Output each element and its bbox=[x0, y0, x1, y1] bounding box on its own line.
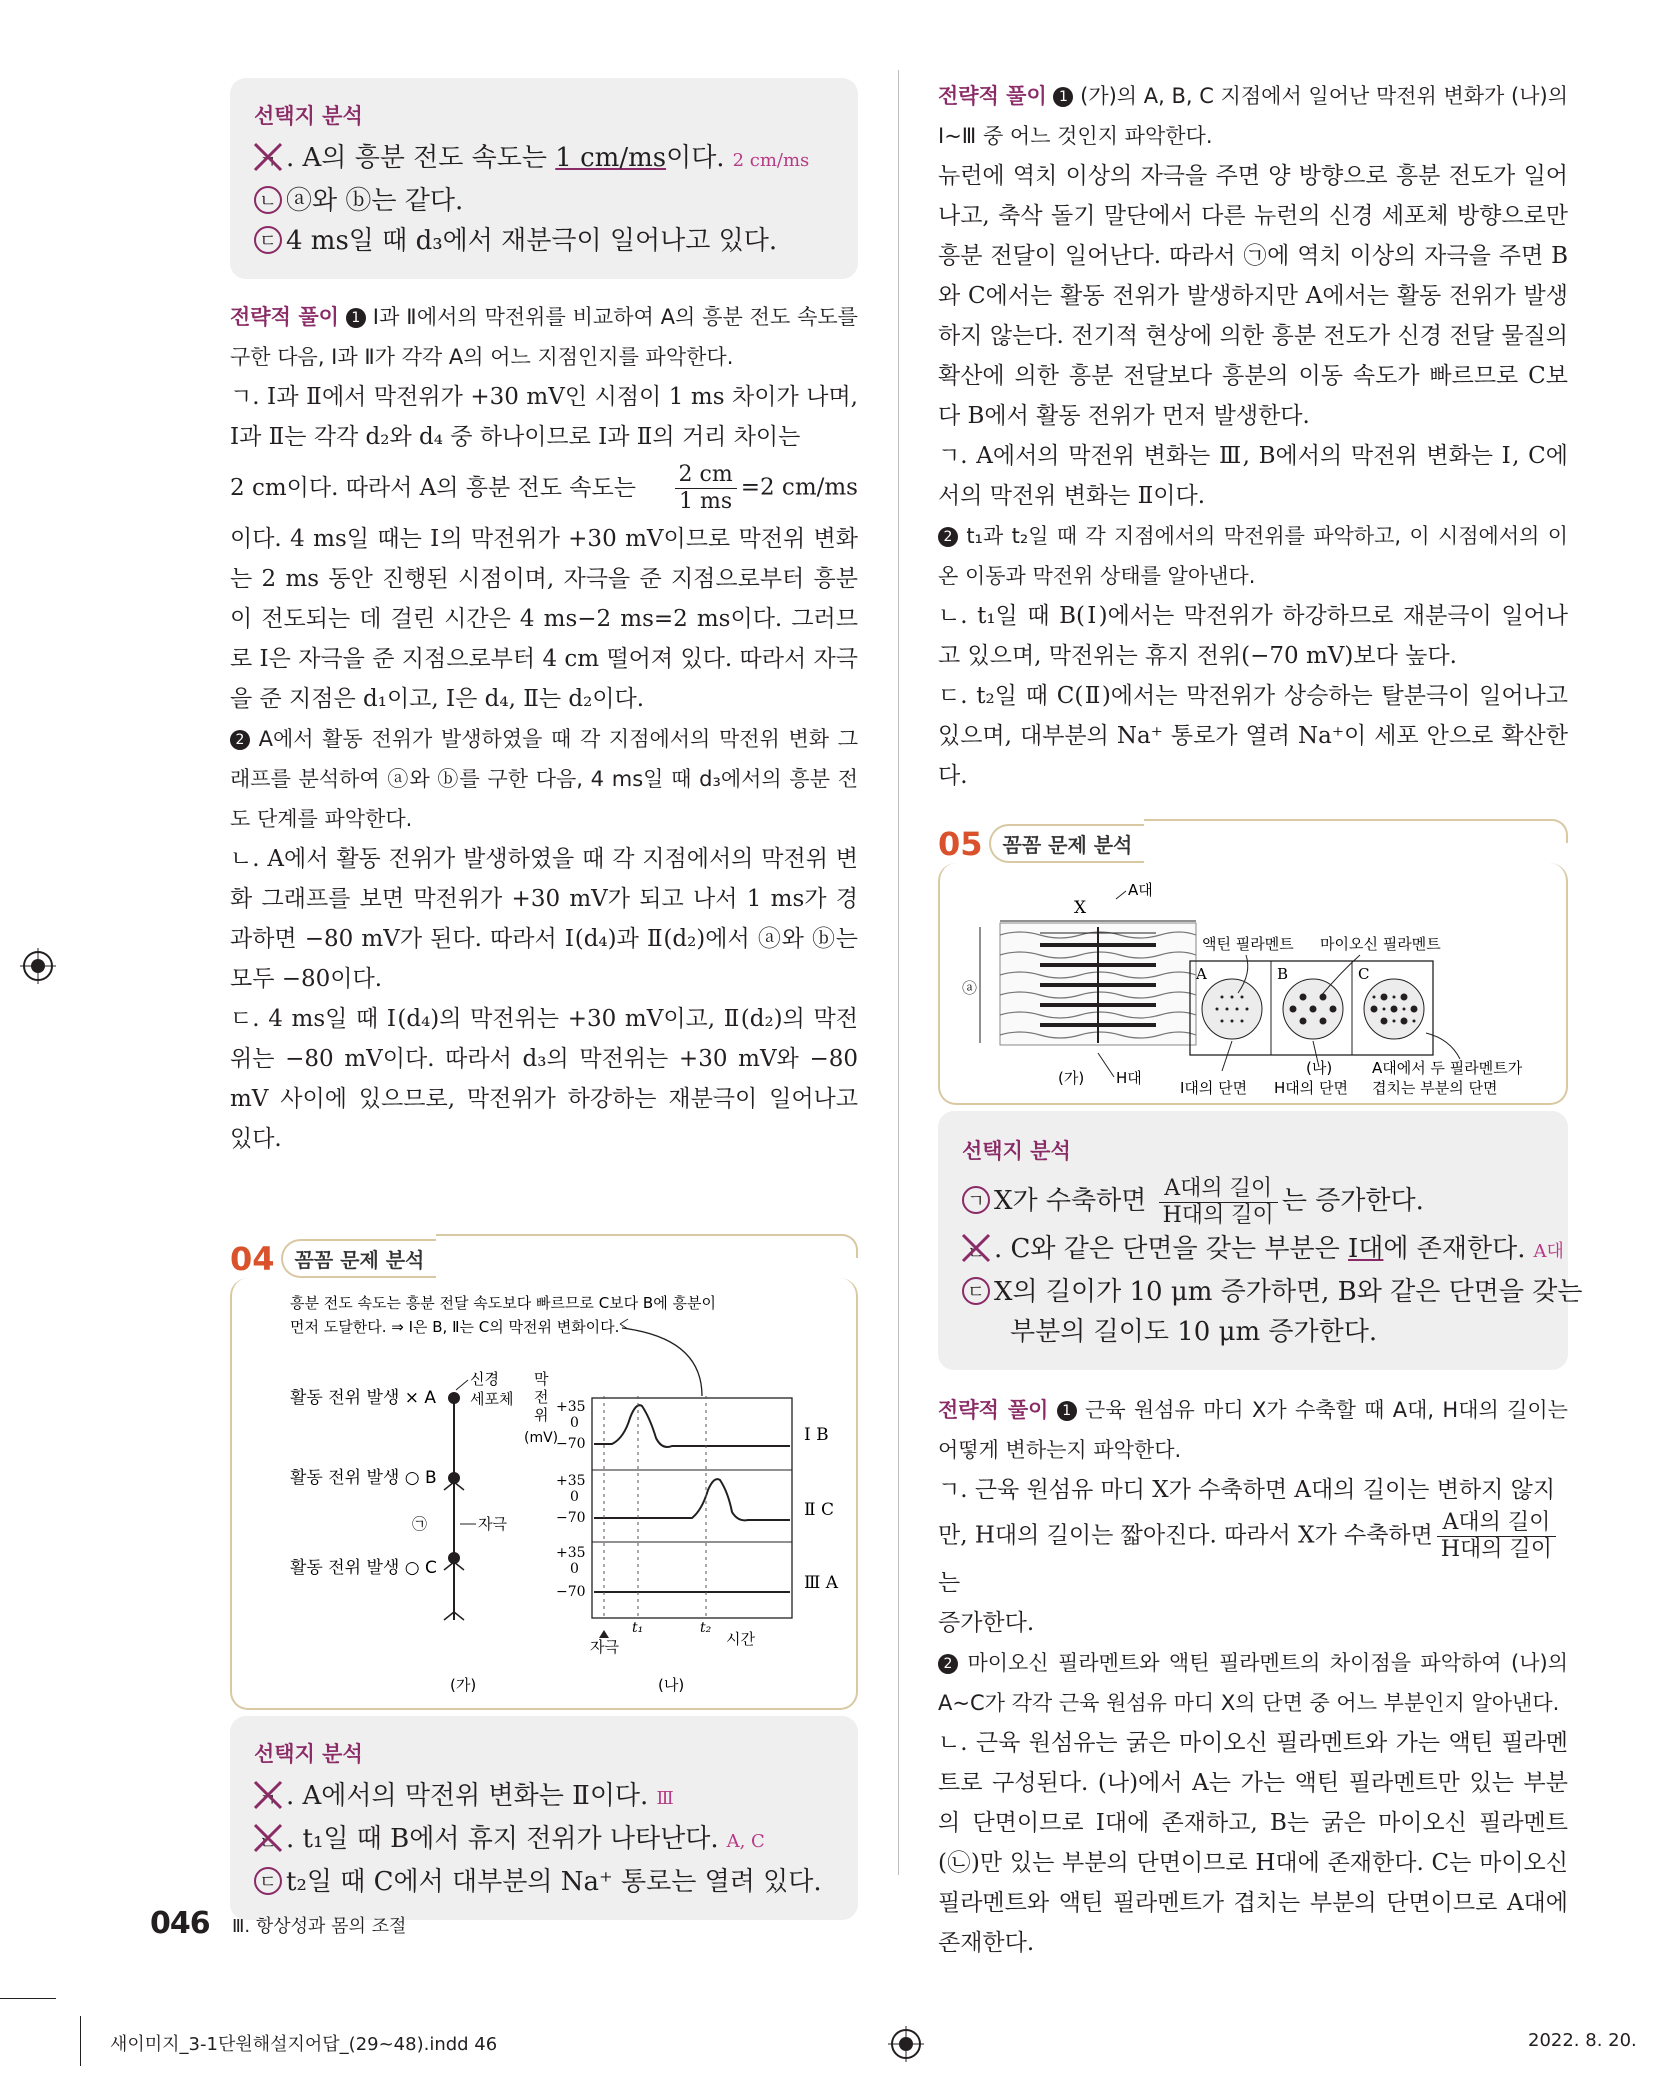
correction-note: A, C bbox=[726, 1831, 765, 1852]
svg-text:B: B bbox=[1277, 965, 1289, 983]
sarcomere-figure bbox=[940, 863, 1568, 1103]
svg-text:C: C bbox=[1358, 965, 1370, 983]
svg-text:H대: H대 bbox=[1116, 1069, 1142, 1087]
correction-note: Ⅲ bbox=[656, 1788, 674, 1809]
correction-note: A대 bbox=[1533, 1241, 1564, 1262]
choice-item-3: ㄷ 4 ms일 때 d₃에서 재분극이 일어나고 있다. bbox=[254, 221, 832, 261]
svg-text:+35: +35 bbox=[556, 1473, 586, 1489]
chapter-title: Ⅲ. 항상성과 몸의 조절 bbox=[232, 1916, 407, 1937]
figure-04 bbox=[230, 1278, 858, 1710]
svg-text:A대에서 두 필라멘트가: A대에서 두 필라멘트가 bbox=[1372, 1059, 1523, 1077]
svg-text:자극: 자극 bbox=[590, 1638, 619, 1656]
choice-analysis-title: 선택지 분석 bbox=[254, 1742, 363, 1766]
svg-text:−70: −70 bbox=[556, 1510, 586, 1526]
choice-item-1: ㄱ . A에서의 막전위 변화는 Ⅱ이다. Ⅲ bbox=[254, 1776, 832, 1819]
choice-analysis-box-04 bbox=[230, 1716, 858, 1920]
neuron-graph-figure bbox=[232, 1278, 858, 1708]
choice-item-1: ㄱ X가 수축하면 $\frac{\text{A대의 길이}}{\text{H대의 길이}}$ 는 증가한다. bbox=[962, 1173, 1542, 1229]
right-column bbox=[938, 76, 1583, 1963]
correct-mark-icon: ㄷ bbox=[254, 226, 282, 254]
svg-text:A: A bbox=[1196, 965, 1207, 983]
speed-fraction: $\frac{2 cm}{1 ms}$ bbox=[675, 462, 737, 515]
choice-item-2: ㄴ . t₁일 때 B에서 휴지 전위가 나타난다. A, C bbox=[254, 1819, 832, 1862]
choice-item-2: ㄴ ⓐ와 ⓑ는 같다. bbox=[254, 181, 832, 221]
correct-mark-icon: ㄴ bbox=[254, 186, 282, 214]
figure-05 bbox=[938, 863, 1568, 1105]
svg-text:자극: 자극 bbox=[478, 1515, 507, 1533]
section-number: 05 bbox=[938, 824, 983, 863]
wrong-mark-icon: ㄴ bbox=[962, 1234, 990, 1262]
svg-text:H대의 단면: H대의 단면 bbox=[1274, 1079, 1349, 1097]
svg-text:먼저 도달한다. ⇒ Ⅰ은 B, Ⅱ는 C의 막전위 변화이: 먼저 도달한다. ⇒ Ⅰ은 B, Ⅱ는 C의 막전위 변화이다. bbox=[290, 1318, 620, 1336]
svg-text:(나): (나) bbox=[658, 1676, 685, 1694]
choice-item-3: ㄷ t₂일 때 C에서 대부분의 Na⁺ 통로는 열려 있다. bbox=[254, 1862, 832, 1902]
wrong-mark-icon: ㄴ bbox=[254, 1824, 282, 1852]
correct-mark-icon: ㄱ bbox=[962, 1186, 990, 1214]
svg-text:0: 0 bbox=[570, 1561, 579, 1577]
choice-item-3: ㄷ X의 길이가 10 μm 증가하면, B와 같은 단면을 갖는 bbox=[962, 1272, 1542, 1312]
svg-text:액틴 필라멘트: 액틴 필라멘트 bbox=[1202, 935, 1294, 953]
svg-text:(가): (가) bbox=[1058, 1069, 1085, 1087]
section-number: 04 bbox=[230, 1239, 275, 1278]
svg-text:시간: 시간 bbox=[726, 1630, 755, 1648]
section-05 bbox=[938, 824, 1568, 1105]
svg-text:I대의 단면: I대의 단면 bbox=[1180, 1079, 1248, 1097]
correct-mark-icon: ㄷ bbox=[962, 1277, 990, 1305]
svg-text:−70: −70 bbox=[556, 1584, 586, 1600]
section-label: 꼼꼼 문제 분석 bbox=[281, 1239, 437, 1278]
crop-mark bbox=[80, 2016, 81, 2066]
choice-analysis-title: 선택지 분석 bbox=[254, 104, 363, 128]
svg-text:신경: 신경 bbox=[470, 1370, 499, 1388]
svg-text:X: X bbox=[1074, 898, 1087, 918]
left-column bbox=[230, 78, 858, 1920]
print-date: 2022. 8. 20. bbox=[1528, 2030, 1637, 2051]
svg-text:Ⅲ A: Ⅲ A bbox=[804, 1573, 839, 1593]
svg-text:+35: +35 bbox=[556, 1399, 586, 1415]
svg-text:+35: +35 bbox=[556, 1545, 586, 1561]
svg-text:활동 전위 발생 × A: 활동 전위 발생 × A bbox=[290, 1388, 437, 1408]
choice-analysis-box-05 bbox=[938, 1111, 1583, 1370]
svg-text:전: 전 bbox=[534, 1388, 549, 1406]
svg-text:ⓐ: ⓐ bbox=[962, 979, 978, 997]
svg-text:흥분 전도 속도는 흥분 전달 속도보다 빠르므로 C보다: 흥분 전도 속도는 흥분 전달 속도보다 빠르므로 C보다 B에 흥분이 bbox=[290, 1294, 716, 1312]
svg-text:활동 전위 발생 ○ B: 활동 전위 발생 ○ B bbox=[290, 1468, 437, 1488]
solution-05: 전략적 풀이 1 근육 원섬유 마디 X가 수축할 때 A대, H대의 길이는 어떻게 변하는지 파악한다. ㄱ. 근육 원섬유 마디 X가 수축하면 A대의 길이는 변하지 않지만, H대의 길이는 짧아진다. 따라서 X가 수축하면 $\frac{\text{A대의 길이}}{\text{H대의 길이}}$ 는 증가한다. 2 마이오신 필라멘트와 액틴 필라멘트의 차이점을 파악하여 (나)의 A~C가 각각 근육 원섬유 마디 X의 단면 중 어느 부분인지 알아낸다. ㄴ. 근육 원섬유는 굵은 마이오신 필라멘트와 가는 액틴 필라멘트로 구성된다. (나)에서 A는 가는 액틴 필라멘트만 있는 부분의 단면이므로 I대에 존재하고, B는 굵은 마이오신 필라멘트(㉡)만 있는 부분의 단면이므로 H대에 존재한다. C는 마이오신 필라멘트와 액틴 필라멘트가 겹치는 부분의 단면이므로 A대에 존재한다. bbox=[938, 1398, 1568, 1956]
solution-04: 전략적 풀이 1 (가)의 A, B, C 지점에서 일어난 막전위 변화가 (나)의 Ⅰ~Ⅲ 중 어느 것인지 파악한다. 뉴런에 역치 이상의 자극을 주면 양 방향으로 흥분 전도가 일어나고, 축삭 돌기 말단에서 다른 뉴런의 신경 세포체 방향으로만 흥분 전달이 일어난다. 따라서 ㉠에 역치 이상의 자극을 주면 B와 C에서는 활동 전위가 발생하지만 A에서는 활동 전위가 발생하지 않는다. 전기적 현상에 의한 흥분 전도가 신경 전달 물질의 확산에 의한 흥분 전달보다 흥분의 이동 속도가 빠르므로 C보다 B에서 활동 전위가 먼저 발생한다. ㄱ. A에서의 막전위 변화는 Ⅲ, B에서의 막전위 변화는 Ⅰ, C에서의 막전위 변화는 Ⅱ이다. 2 t₁과 t₂일 때 각 지점에서의 막전위를 파악하고, 이 시점에서의 이온 이동과 막전위 상태를 알아낸다. ㄴ. t₁일 때 B(Ⅰ)에서는 막전위가 하강하므로 재분극이 일어나고 있으며, 막전위는 휴지 전위(−70 mV)보다 높다. ㄷ. t₂일 때 C(Ⅱ)에서는 막전위가 상승하는 탈분극이 일어나고 있으며, 대부분의 Na⁺ 통로가 열려 Na⁺이 세포 안으로 확산한다. bbox=[938, 84, 1568, 789]
section-label: 꼼꼼 문제 분석 bbox=[989, 824, 1145, 863]
svg-text:t₂: t₂ bbox=[700, 1620, 712, 1636]
svg-text:㉠: ㉠ bbox=[412, 1515, 428, 1533]
choice-item-1: ㄱ . A의 흥분 전도 속도는 1 cm/ms이다. 2 cm/ms bbox=[254, 138, 832, 181]
svg-text:(나): (나) bbox=[1306, 1059, 1333, 1077]
svg-text:t₁: t₁ bbox=[632, 1620, 644, 1636]
wrong-mark-icon: ㄱ bbox=[254, 1781, 282, 1809]
svg-text:겹치는 부분의 단면: 겹치는 부분의 단면 bbox=[1372, 1079, 1498, 1097]
page-number: 046 bbox=[150, 1906, 210, 1941]
choice-item-3-cont: 부분의 길이도 10 μm 증가한다. bbox=[1010, 1317, 1378, 1347]
svg-text:세포체: 세포체 bbox=[470, 1390, 514, 1408]
band-ratio-fraction: $\frac{\text{A대의 길이}}{\text{H대의 길이}}$ bbox=[1159, 1176, 1278, 1229]
svg-text:0: 0 bbox=[570, 1489, 579, 1505]
choice-analysis-title: 선택지 분석 bbox=[962, 1139, 1071, 1163]
svg-text:0: 0 bbox=[570, 1415, 579, 1431]
correct-mark-icon: ㄷ bbox=[254, 1867, 282, 1895]
crop-mark bbox=[0, 1998, 56, 1999]
svg-text:Ⅰ B: Ⅰ B bbox=[804, 1425, 829, 1445]
correction-note: 2 cm/ms bbox=[732, 150, 810, 171]
choice-item-2: ㄴ . C와 같은 단면을 갖는 부분은 I대에 존재한다. A대 bbox=[962, 1229, 1542, 1272]
choice-analysis-box-03 bbox=[230, 78, 858, 279]
band-ratio-fraction: $\frac{\text{A대의 길이}}{\text{H대의 길이}}$ bbox=[1437, 1510, 1556, 1563]
svg-text:활동 전위 발생 ○ C: 활동 전위 발생 ○ C bbox=[290, 1558, 437, 1578]
registration-mark-icon bbox=[20, 948, 56, 984]
registration-mark-icon bbox=[888, 2026, 924, 2062]
svg-text:막: 막 bbox=[534, 1370, 549, 1388]
file-slug: 새이미지_3-1단원해설지어답_(29~48).indd 46 bbox=[110, 2034, 498, 2055]
solution-03: 전략적 풀이 1 Ⅰ과 Ⅱ에서의 막전위를 비교하여 A의 흥분 전도 속도를 구한 다음, Ⅰ과 Ⅱ가 각각 A의 어느 지점인지를 파악한다. ㄱ. Ⅰ과 Ⅱ에서 막전위가 +30 mV인 시점이 1 ms 차이가 나며, Ⅰ과 Ⅱ는 각각 d₂와 d₄ 중 하나이므로 Ⅰ과 Ⅱ의 거리 차이는 2 cm이다. 따라서 A의 흥분 전도 속도는 $\frac{2 cm}{1 ms}$ =2 cm/ms 이다. 4 ms일 때는 Ⅰ의 막전위가 +30 mV이므로 막전위 변화는 2 ms 동안 진행된 시점이며, 자극을 준 지점으로부터 흥분이 전도되는 데 걸린 시간은 4 ms−2 ms=2 ms이다. 그러므로 Ⅰ은 자극을 준 지점으로부터 4 cm 떨어져 있다. 따라서 자극을 준 지점은 d₁이고, Ⅰ은 d₄, Ⅱ는 d₂이다. 2 A에서 활동 전위가 발생하였을 때 각 지점에서의 막전위 변화 그래프를 분석하여 ⓐ와 ⓑ를 구한 다음, 4 ms일 때 d₃에서의 흥분 전도 단계를 파악한다. ㄴ. A에서 활동 전위가 발생하였을 때 각 지점에서의 막전위 변화 그래프를 보면 막전위가 +30 mV가 되고 나서 1 ms가 경과하면 −80 mV가 된다. 따라서 Ⅰ(d₄)과 Ⅱ(d₂)에서 ⓐ와 ⓑ는 모두 −80이다. ㄷ. 4 ms일 때 Ⅰ(d₄)의 막전위는 +30 mV이고, Ⅱ(d₂)의 막전위는 −80 mV이다. 따라서 d₃의 막전위는 +30 mV와 −80 mV 사이에 있으므로, 막전위가 하강하는 재분극이 일어나고 있다. bbox=[230, 305, 858, 1152]
svg-text:Ⅱ C: Ⅱ C bbox=[804, 1500, 834, 1520]
svg-text:위: 위 bbox=[534, 1406, 549, 1424]
svg-text:−70: −70 bbox=[556, 1436, 586, 1452]
svg-text:(가): (가) bbox=[450, 1676, 477, 1694]
svg-text:마이오신 필라멘트: 마이오신 필라멘트 bbox=[1320, 935, 1441, 953]
section-04 bbox=[230, 1239, 858, 1710]
svg-text:A대: A대 bbox=[1128, 881, 1153, 899]
wrong-mark-icon: ㄱ bbox=[254, 143, 282, 171]
svg-text:(mV): (mV) bbox=[524, 1430, 559, 1446]
column-divider bbox=[898, 70, 899, 1875]
